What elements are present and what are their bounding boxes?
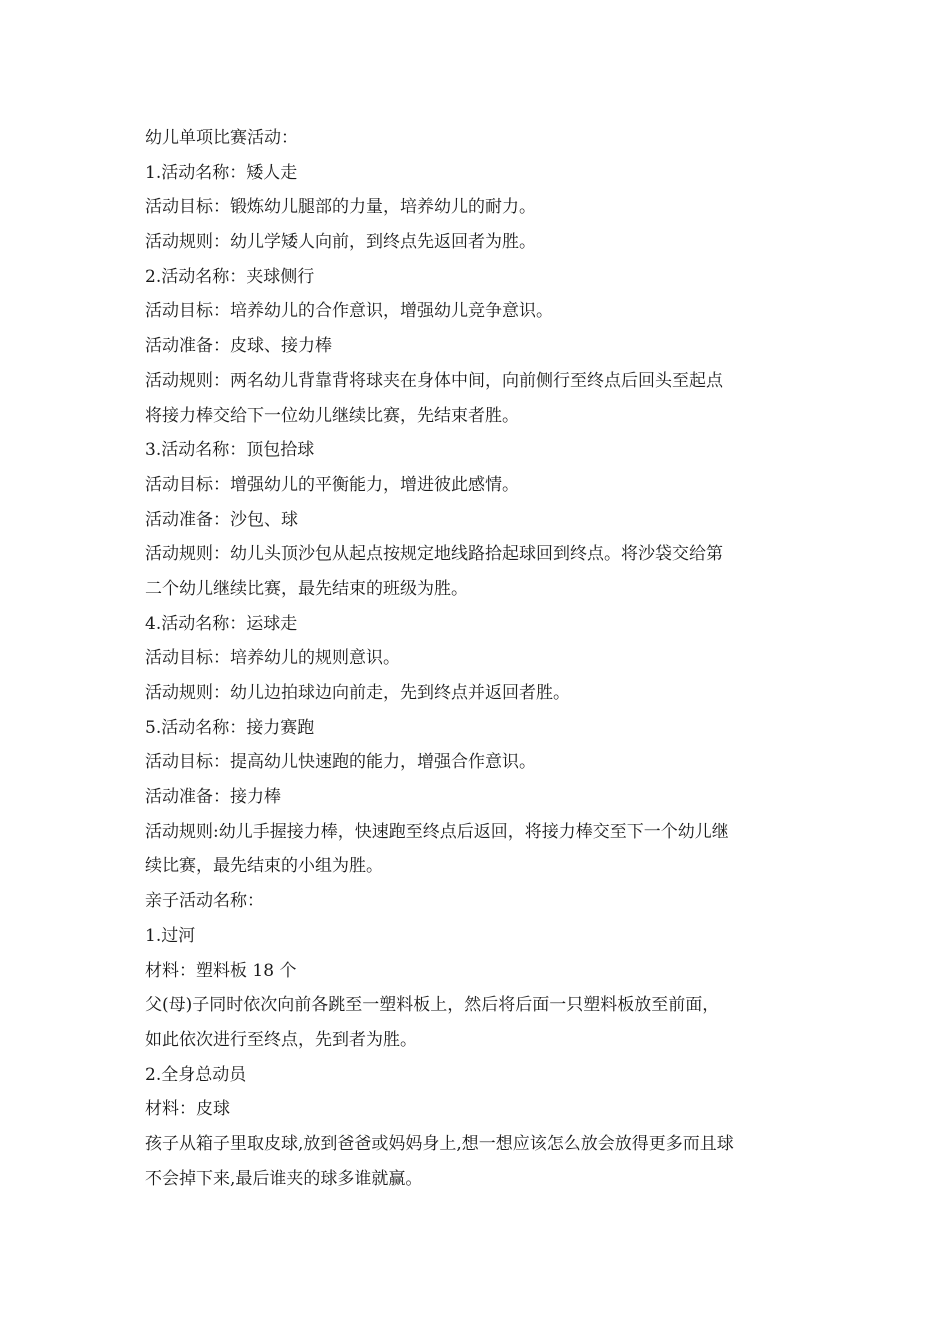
section-heading-parent-child: 亲子活动名称： <box>145 891 264 912</box>
activity-2-name: 2.活动名称：夹球侧行 <box>145 266 315 287</box>
parent-activity-2-name: 2.全身总动员 <box>145 1064 247 1085</box>
parent-activity-1-rules-line-1: 父(母)子同时依次向前各跳至一塑料板上，然后将后面一只塑料板放至前面， <box>145 995 720 1016</box>
activity-5-materials: 活动准备：接力棒 <box>145 787 281 808</box>
activity-4-goal: 活动目标：培养幼儿的规则意识。 <box>145 648 400 669</box>
parent-activity-2-rules-line-1: 孩子从箱子里取皮球,放到爸爸或妈妈身上,想一想应该怎么放会放得更多而且球 <box>145 1133 734 1154</box>
activity-2-rules-line-2: 将接力棒交给下一位幼儿继续比赛，先结束者胜。 <box>145 405 519 426</box>
activity-5-rules-line-1: 活动规则:幼儿手握接力棒，快速跑至终点后返回，将接力棒交至下一个幼儿继 <box>145 821 729 842</box>
activity-5-goal: 活动目标：提高幼儿快速跑的能力，增强合作意识。 <box>145 752 536 773</box>
activity-4-rules: 活动规则：幼儿边拍球边向前走，先到终点并返回者胜。 <box>145 683 570 703</box>
activity-5-name: 5.活动名称：接力赛跑 <box>145 717 315 738</box>
activity-2-goal: 活动目标：培养幼儿的合作意识，增强幼儿竞争意识。 <box>145 301 553 322</box>
parent-activity-1-name: 1.过河 <box>145 925 196 946</box>
document-body <box>145 121 815 1196</box>
activity-1-name: 1.活动名称：矮人走 <box>145 162 298 183</box>
activity-2-rules-line-1: 活动规则：两名幼儿背靠背将球夹在身体中间，向前侧行至终点后回头至起点 <box>145 370 723 391</box>
activity-3-goal: 活动目标：增强幼儿的平衡能力，增进彼此感情。 <box>145 474 519 495</box>
activity-3-rules-line-2: 二个幼儿继续比赛，最先结束的班级为胜。 <box>145 578 468 599</box>
activity-3-rules-line-1: 活动规则：幼儿头顶沙包从起点按规定地线路拾起球回到终点。将沙袋交给第 <box>145 544 723 565</box>
section-heading-single-events: 幼儿单项比赛活动： <box>145 128 298 148</box>
parent-activity-2-materials: 材料：皮球 <box>145 1099 230 1120</box>
parent-activity-2-rules-line-2: 不会掉下来,最后谁夹的球多谁就赢。 <box>145 1168 423 1189</box>
parent-activity-1-materials: 材料：塑料板 18 个 <box>145 960 297 981</box>
activity-1-goal: 活动目标：锻炼幼儿腿部的力量，培养幼儿的耐力。 <box>145 197 536 218</box>
parent-activity-1-rules-line-2: 如此依次进行至终点，先到者为胜。 <box>145 1029 417 1050</box>
activity-1-rules: 活动规则：幼儿学矮人向前，到终点先返回者为胜。 <box>145 232 536 253</box>
activity-3-materials: 活动准备：沙包、球 <box>145 509 298 530</box>
activity-3-name: 3.活动名称：顶包拾球 <box>145 440 315 461</box>
activity-5-rules-line-2: 续比赛，最先结束的小组为胜。 <box>145 856 383 877</box>
activity-4-name: 4.活动名称：运球走 <box>145 613 298 634</box>
activity-2-materials: 活动准备：皮球、接力棒 <box>145 336 332 357</box>
